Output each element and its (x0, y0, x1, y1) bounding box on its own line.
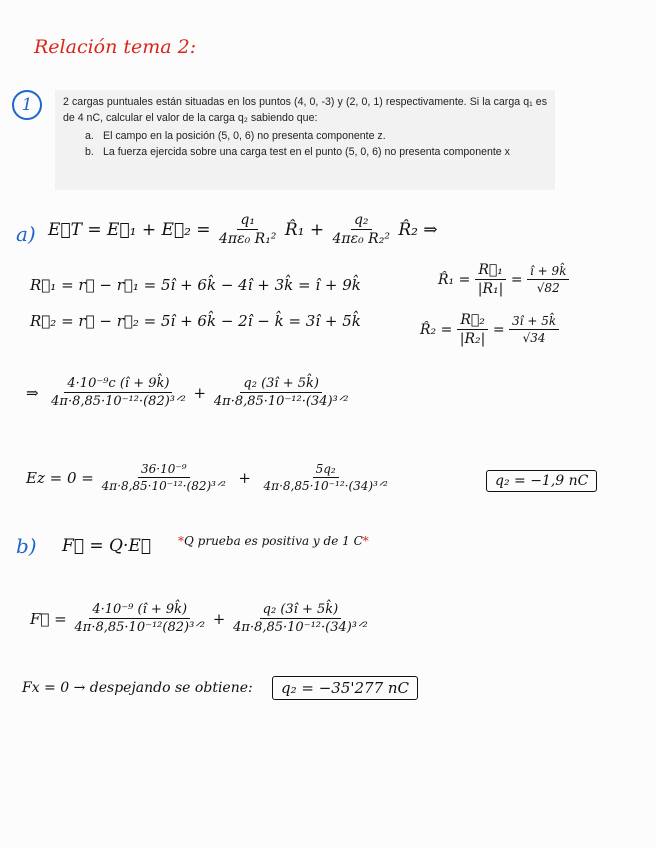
fraction-denominator: 4π·8,85·10⁻¹²·(34)³ᐟ² (233, 620, 368, 635)
eq-lhs: R̂₂ = (420, 321, 453, 338)
equation-r1-unit (438, 262, 569, 297)
answer-a: q₂ = −1,9 nC (486, 470, 597, 492)
fraction-denominator: 4πε₀ R₁² (218, 231, 277, 247)
fraction-denominator: √34 (522, 331, 546, 345)
problem-item-a (85, 128, 547, 144)
fraction-denominator: |R₁| (477, 281, 504, 297)
item-label: b. (85, 146, 94, 158)
equation-field-sum (26, 376, 351, 409)
problem-number: 1 (12, 90, 42, 120)
eq-plus: + (238, 468, 251, 487)
equation-r1: R⃗₁ = r⃗ − r⃗₁ = 5î + 6k̂ − 4î + 3k̂ = î + 9k̂ (30, 276, 361, 294)
eq-fraction (457, 312, 489, 347)
equation-force: F⃗ = Q·E⃗ (62, 536, 152, 556)
part-a-label: a) (16, 222, 36, 246)
eq-fraction (72, 602, 208, 635)
note-star: * (362, 534, 369, 548)
eq-lhs: ⇒ (26, 383, 39, 402)
eq-fraction (527, 264, 569, 295)
eq-lhs: E⃗T = E⃗₁ + E⃗₂ = (48, 219, 211, 240)
eq-fraction (99, 462, 229, 493)
note-text: Q prueba es positiva y de 1 C (184, 534, 363, 548)
fraction-denominator: 4π·8,85·10⁻¹²·(34)³ᐟ² (263, 479, 388, 493)
note-star: * (178, 534, 184, 548)
eq-equals: = (510, 271, 523, 288)
item-text: La fuerza ejercida sobre una carga test en el punto (5, 0, 6) no presenta componente x (103, 146, 510, 158)
equation-r2-unit (420, 312, 559, 347)
answer-b: q₂ = −35'277 nC (272, 676, 418, 700)
page-title: Relación tema 2: (34, 36, 197, 58)
fraction-numerator: 4·10⁻⁹ (î + 9k̂) (89, 602, 190, 619)
fraction-denominator: 4πε₀ R₂² (332, 231, 390, 247)
fraction-numerator: R⃗₁ (475, 262, 506, 280)
equation-ez (26, 462, 391, 493)
eq-fraction (216, 212, 279, 247)
problem-statement: 2 cargas puntuales están situadas en los puntos (4, 0, -3) y (2, 0, 1) respectivamente. Si la carga q₁ es de 4 nC, calcular el valor de la carga q₂ sabiendo que: (63, 96, 547, 124)
part-b-label: b) (16, 534, 37, 558)
eq-fraction (211, 376, 352, 409)
fraction-denominator: √82 (536, 281, 560, 295)
eq-lhs: F⃗ = (30, 609, 67, 628)
fraction-numerator: 36·10⁻⁹ (138, 462, 190, 478)
fraction-denominator: 4π·8,85·10⁻¹²·(82)³ᐟ² (101, 479, 226, 493)
fraction-numerator: 4·10⁻⁹c (î + 9k̂) (64, 376, 172, 393)
eq-plus: + (193, 383, 207, 402)
item-label: a. (85, 130, 94, 142)
fraction-numerator: q₁ (237, 212, 258, 230)
problem-item-b (85, 144, 547, 160)
eq-mid: R̂₁ + (284, 219, 325, 240)
eq-lhs: R̂₁ = (438, 271, 471, 288)
equation-r2: R⃗₂ = r⃗ − r⃗₂ = 5î + 6k̂ − 2î − k̂ = 3î + 5k̂ (30, 312, 361, 330)
eq-plus: + (212, 609, 226, 628)
eq-fraction (261, 462, 391, 493)
eq-fraction (475, 262, 507, 297)
equation-fx: Fx = 0 → despejando se obtiene: (22, 680, 253, 696)
eq-fraction (48, 376, 189, 409)
equation-force-sum (30, 602, 371, 635)
fraction-numerator: 3î + 5k̂ (509, 314, 559, 330)
fraction-denominator: 4π·8,85·10⁻¹²·(34)³ᐟ² (213, 394, 349, 409)
equation-field-total (48, 212, 438, 247)
fraction-numerator: q₂ (3î + 5k̂) (260, 602, 342, 619)
fraction-numerator: q₂ (351, 212, 372, 230)
eq-equals: = (492, 321, 505, 338)
fraction-numerator: 5q₂ (313, 462, 339, 478)
fraction-numerator: R⃗₂ (457, 312, 488, 330)
fraction-denominator: 4π·8,85·10⁻¹²(82)³ᐟ² (74, 620, 205, 635)
eq-fraction (509, 314, 559, 345)
eq-fraction (330, 212, 393, 247)
fraction-numerator: q₂ (3î + 5k̂) (240, 376, 322, 393)
item-text: El campo en la posición (5, 0, 6) no presenta componente z. (103, 130, 386, 142)
eq-lhs: Ez = 0 = (26, 468, 94, 487)
eq-end: R̂₂ ⇒ (398, 219, 438, 240)
test-charge-note (178, 534, 369, 548)
fraction-denominator: |R₂| (459, 331, 486, 347)
fraction-denominator: 4π·8,85·10⁻¹²·(82)³ᐟ² (51, 394, 186, 409)
eq-fraction (230, 602, 371, 635)
problem-items (63, 128, 547, 160)
problem-statement-box (55, 90, 555, 190)
fraction-numerator: î + 9k̂ (527, 264, 569, 280)
